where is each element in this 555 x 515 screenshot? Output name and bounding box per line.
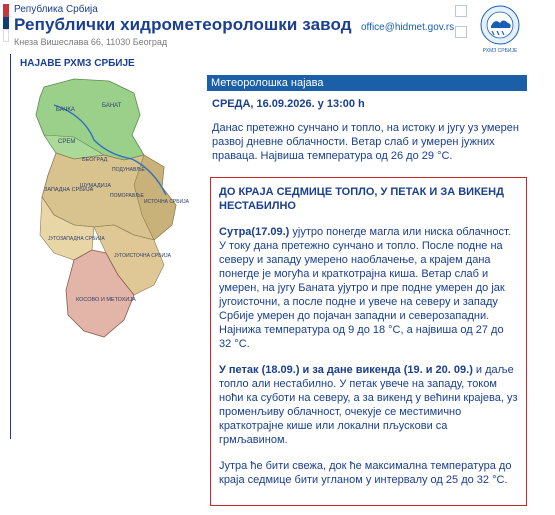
- institution-title[interactable]: Републички хидрометеоролошки завод: [14, 15, 352, 34]
- forecast-outlook: Јутра ће бити свежа, док ће максимална температура до краја седмице бити угланом у интервалу од 25 до 32 °C.: [219, 460, 512, 486]
- serbia-regions-map: [14, 75, 199, 345]
- institution-address: Кнеза Вишеслава 66, 11030 Београд: [14, 37, 168, 47]
- flag-stripe-red: [3, 4, 9, 17]
- map-label-southwest: ЈУГОЗАПАДНА СРБИЈА: [48, 236, 105, 242]
- flag-stripe-blue: [3, 17, 9, 30]
- map-label-backa: БАЧКА: [56, 107, 75, 113]
- map-label-east: ИСТОЧНА СРБИЈА: [144, 199, 189, 205]
- map-label-southeast: ЈУГОИСТОЧНА СРБИЈА: [114, 253, 171, 259]
- site-header: [0, 0, 555, 54]
- forecast-tomorrow-date: Сутра(17.09.): [219, 226, 290, 238]
- forecast-warning-box: [210, 177, 527, 506]
- flag-stripe-white: [3, 29, 9, 42]
- map-label-srem: СРЕМ: [58, 139, 76, 145]
- forecast-weekend-date: У петак (18.09.) и за дане викенда (19. и 20. 09.): [219, 364, 473, 376]
- map-label-sumadija: ШУМАДИЈА: [80, 183, 112, 189]
- nav-forecasts-link[interactable]: НАЈАВЕ РХМЗ СРБИЈЕ: [20, 58, 135, 69]
- forecast-tomorrow: [219, 225, 518, 351]
- email-link[interactable]: office@hidmet.gov.rs: [361, 22, 455, 33]
- rhmz-logo-icon[interactable]: [470, 2, 530, 54]
- forecast-intro: Данас претежно сунчано и топло, на истоку и југу уз умерен развој дневне облачности. Ветар слаб и умерен јужних праваца. Највиша температура од 26 до 29 °C.: [212, 122, 519, 162]
- map-label-west: ЗАПАДНА СРБИЈА: [44, 187, 94, 193]
- header-square-bottom: [455, 26, 467, 38]
- map-label-banat: БАНАТ: [102, 103, 122, 109]
- government-label: Република Србија: [14, 4, 98, 15]
- serbian-flag-icon: [3, 4, 9, 42]
- map-label-beograd: БЕОГРАД: [82, 157, 108, 163]
- forecast-weekend-text: и даље топло али нестабилно. У петак увече на западу, током ноћи ка суботи на северу, а за викенд у већини крајева, уз променљиву облачност, очекује се местимично краткотрајне кише или локални пљускови са грмљавином.: [219, 364, 518, 446]
- map-label-pomoravlje: ПОМОРАВЉЕ: [110, 193, 144, 199]
- warning-headline: ДО КРАЈА СЕДМИЦЕ ТОПЛО, У ПЕТАК И ЗА ВИКЕНД НЕСТАБИЛНО: [219, 186, 504, 212]
- forecast-tomorrow-text: ујутро понегде магла или ниска облачност. У току дана претежно сунчано и топло. После подне на северу и западу умерено наоблачење, а крајем дана понегде је могућа и краткотрајна киша. Ветар слаб и умерен, на југу Баната ујутро и пре подне умерен до јак југоисточни, а после подне и увече на северу и западу Србије умерен до појачан западни и северозападни. Најнижа температура од 9 до 18 °C, а највиша од 27 до 32 °C.: [219, 226, 511, 350]
- map-label-podunavlje: ПОДУНАВЉЕ: [112, 167, 145, 173]
- forecast-datetime: СРЕДА, 16.09.2026. у 13:00 h: [212, 98, 365, 110]
- map-label-kosovo: КОСОВО И МЕТОХИЈА: [76, 297, 136, 303]
- section-title: Метеоролошка најава: [207, 75, 527, 91]
- logo-text: РХМЗ СРБИЈЕ: [482, 48, 518, 54]
- left-divider: [10, 54, 11, 439]
- forecast-weekend: [219, 363, 518, 447]
- header-square-top: [455, 5, 467, 17]
